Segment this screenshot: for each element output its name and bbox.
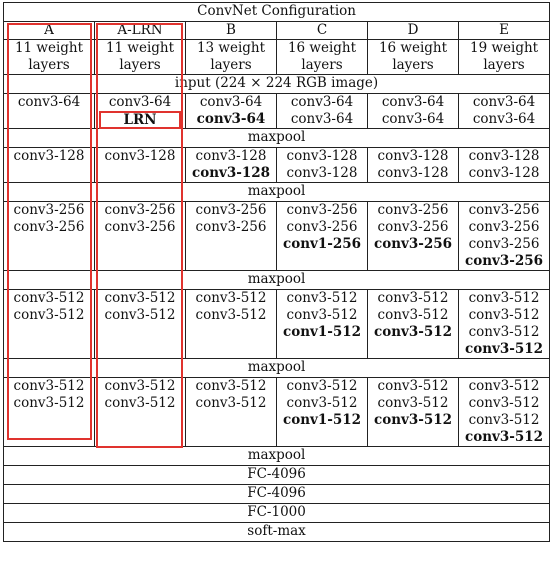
layer-name: conv3-256 — [468, 202, 540, 218]
maxpool-label-row — [4, 183, 550, 202]
layer-cell — [368, 202, 459, 271]
conv-block-5 — [4, 378, 550, 447]
layer-cell — [277, 148, 368, 183]
layer-name: conv3-64 — [290, 94, 354, 110]
table-body — [4, 3, 550, 542]
layer-name: conv3-512 — [104, 395, 176, 411]
layer-name: conv3-256 — [377, 202, 449, 218]
column-name-4: D — [368, 22, 459, 40]
layer-cell — [95, 94, 186, 129]
fc-4096-first: FC-4096 — [4, 466, 550, 485]
column-name-5: E — [459, 22, 550, 40]
layer-name: conv3-512 — [195, 290, 267, 306]
layer-cell — [4, 378, 95, 447]
layer-name: conv3-128 — [13, 148, 85, 164]
layer-name: conv3-512 — [286, 290, 358, 306]
layer-name: conv3-512 — [286, 378, 358, 394]
conv-block-4 — [4, 290, 550, 359]
column-desc-5 — [459, 40, 550, 75]
layer-name: conv3-256 — [465, 253, 544, 269]
column-desc-line: layers — [392, 57, 434, 73]
layer-name: conv3-256 — [195, 202, 267, 218]
layer-name: conv3-512 — [468, 307, 540, 323]
layer-name: conv3-256 — [373, 236, 453, 252]
maxpool-label: maxpool — [4, 359, 550, 378]
layer-name: conv3-512 — [13, 378, 85, 394]
fc-1000-row — [4, 504, 550, 523]
fc-4096-second-row — [4, 485, 550, 504]
column-desc-line: 11 weight — [105, 40, 175, 56]
layer-name: conv3-256 — [195, 219, 267, 235]
layer-name: conv3-128 — [377, 148, 449, 164]
layer-name: conv3-64 — [472, 94, 536, 110]
convnet-config-figure — [3, 2, 549, 542]
layer-cell — [459, 290, 550, 359]
layer-name: conv1-512 — [282, 324, 362, 340]
layer-name: conv3-512 — [468, 395, 540, 411]
softmax-label: soft-max — [4, 523, 550, 542]
fc-4096-second: FC-4096 — [4, 485, 550, 504]
layer-name: conv3-64 — [290, 111, 354, 127]
maxpool-label-row — [4, 271, 550, 290]
layer-cell — [459, 94, 550, 129]
layer-cell — [368, 378, 459, 447]
layer-cell — [459, 202, 550, 271]
column-names-row — [4, 22, 550, 40]
maxpool-label: maxpool — [4, 447, 550, 466]
maxpool-label: maxpool — [4, 183, 550, 202]
layer-name: conv3-256 — [104, 219, 176, 235]
layer-cell — [4, 148, 95, 183]
lrn-layer — [97, 111, 183, 128]
maxpool-label-row — [4, 359, 550, 378]
maxpool-label-row — [4, 129, 550, 148]
layer-name: conv3-512 — [465, 429, 544, 445]
layer-cell — [186, 202, 277, 271]
layer-name: conv3-512 — [377, 395, 449, 411]
layer-name: conv3-128 — [286, 148, 358, 164]
layer-cell — [95, 290, 186, 359]
column-name-1: A-LRN — [95, 22, 186, 40]
layer-name: conv3-512 — [286, 395, 358, 411]
layer-name: conv3-128 — [286, 165, 358, 181]
layer-name: conv3-512 — [377, 290, 449, 306]
layer-name: conv3-512 — [468, 412, 540, 428]
layer-name: conv1-256 — [282, 236, 362, 252]
layer-name: conv3-256 — [468, 219, 540, 235]
layer-name: conv3-256 — [468, 236, 540, 252]
convnet-config-table — [3, 2, 550, 542]
column-desc-line: layers — [119, 57, 161, 73]
column-desc-line: layers — [210, 57, 252, 73]
input-row-label-row — [4, 75, 550, 94]
layer-cell — [277, 290, 368, 359]
layer-name: conv3-512 — [377, 307, 449, 323]
layer-name: conv3-64 — [199, 94, 263, 110]
column-desc-line: layers — [28, 57, 70, 73]
fc-4096-first-row — [4, 466, 550, 485]
layer-cell — [95, 378, 186, 447]
layer-cell — [277, 202, 368, 271]
layer-name: conv3-128 — [468, 165, 540, 181]
layer-name: conv3-128 — [195, 148, 267, 164]
layer-name: conv3-128 — [191, 165, 271, 181]
layer-name: conv3-512 — [104, 290, 176, 306]
layer-name: conv3-512 — [195, 395, 267, 411]
column-name-2: B — [186, 22, 277, 40]
column-name-3: C — [277, 22, 368, 40]
layer-cell — [95, 202, 186, 271]
layer-cell — [368, 94, 459, 129]
layer-cell — [4, 94, 95, 129]
layer-cell — [186, 94, 277, 129]
layer-cell — [368, 290, 459, 359]
layer-name: conv3-128 — [377, 165, 449, 181]
layer-name: conv3-512 — [195, 378, 267, 394]
layer-cell — [459, 378, 550, 447]
layer-name: conv3-512 — [13, 395, 85, 411]
layer-name: conv3-256 — [13, 219, 85, 235]
layer-name: conv3-128 — [104, 148, 176, 164]
maxpool-label-row — [4, 447, 550, 466]
column-desc-line: layers — [301, 57, 343, 73]
conv-block-1 — [4, 94, 550, 129]
layer-name: conv3-512 — [104, 307, 176, 323]
layer-name: conv3-64 — [381, 94, 445, 110]
maxpool-label: maxpool — [4, 129, 550, 148]
fc-1000: FC-1000 — [4, 504, 550, 523]
conv-block-2 — [4, 148, 550, 183]
lrn-highlight-box: LRN — [99, 111, 180, 129]
column-name-0: A — [4, 22, 95, 40]
layer-name: conv3-512 — [286, 307, 358, 323]
layer-cell — [277, 94, 368, 129]
column-desc-row — [4, 40, 550, 75]
layer-name: conv3-512 — [468, 290, 540, 306]
layer-name: conv3-512 — [104, 378, 176, 394]
layer-name: conv3-256 — [104, 202, 176, 218]
column-desc-3 — [277, 40, 368, 75]
layer-name: conv3-256 — [286, 202, 358, 218]
layer-cell — [4, 290, 95, 359]
column-desc-0 — [4, 40, 95, 75]
column-desc-2 — [186, 40, 277, 75]
table-title-row — [4, 3, 550, 22]
softmax-label-row — [4, 523, 550, 542]
table-title: ConvNet Configuration — [4, 3, 550, 22]
layer-name: conv3-512 — [373, 412, 453, 428]
layer-cell — [4, 202, 95, 271]
layer-name: conv3-64 — [472, 111, 536, 127]
layer-name: conv3-256 — [13, 202, 85, 218]
layer-name: conv3-512 — [468, 324, 540, 340]
layer-name: conv3-512 — [195, 307, 267, 323]
layer-name: conv3-256 — [377, 219, 449, 235]
layer-cell — [459, 148, 550, 183]
layer-name: conv3-64 — [196, 111, 266, 127]
column-desc-line: 16 weight — [287, 40, 357, 56]
layer-name: conv3-512 — [377, 378, 449, 394]
layer-name: conv3-64 — [17, 94, 81, 110]
layer-cell — [95, 148, 186, 183]
layer-name: conv3-128 — [468, 148, 540, 164]
layer-cell — [186, 148, 277, 183]
layer-name: conv3-512 — [13, 290, 85, 306]
layer-name: conv3-512 — [468, 378, 540, 394]
layer-cell — [277, 378, 368, 447]
layer-name: conv3-512 — [465, 341, 544, 357]
layer-name: conv3-512 — [373, 324, 453, 340]
layer-cell — [186, 378, 277, 447]
column-desc-line: 19 weight — [469, 40, 539, 56]
layer-cell — [368, 148, 459, 183]
layer-name: conv1-512 — [282, 412, 362, 428]
column-desc-1 — [95, 40, 186, 75]
layer-name: conv3-256 — [286, 219, 358, 235]
input-row-label: input (224 × 224 RGB image) — [4, 75, 550, 94]
layer-cell — [186, 290, 277, 359]
column-desc-line: 13 weight — [196, 40, 266, 56]
layer-name: conv3-64 — [381, 111, 445, 127]
column-desc-line: layers — [483, 57, 525, 73]
column-desc-line: 11 weight — [14, 40, 84, 56]
layer-name: conv3-64 — [108, 94, 172, 110]
column-desc-4 — [368, 40, 459, 75]
maxpool-label: maxpool — [4, 271, 550, 290]
layer-name: conv3-512 — [13, 307, 85, 323]
column-desc-line: 16 weight — [378, 40, 448, 56]
conv-block-3 — [4, 202, 550, 271]
